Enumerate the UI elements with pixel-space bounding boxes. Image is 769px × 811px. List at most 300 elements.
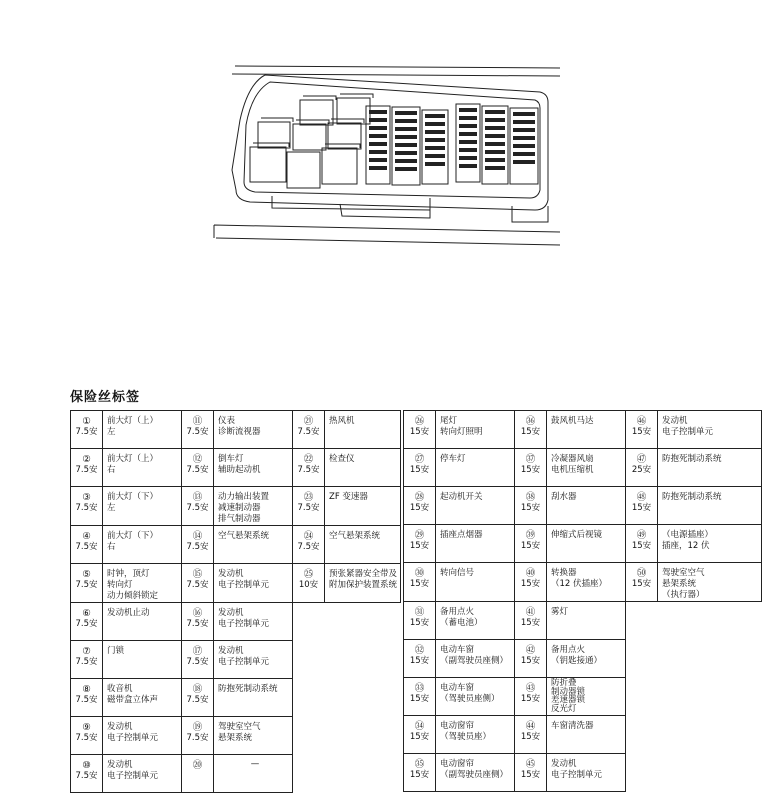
fuse-number-cell (515, 678, 547, 716)
fuse-number: ⑫ (192, 454, 203, 465)
fuse-description-line: 发动机 (218, 608, 244, 618)
fuse-number: ㊻ (636, 416, 647, 427)
fuse-amperage: 7.5安 (186, 580, 209, 590)
fuse-amperage: 7.5安 (186, 619, 209, 629)
fuse-description-cell (214, 717, 293, 755)
fuse-number: ⑭ (192, 531, 203, 542)
fuse-description-cell (325, 411, 401, 449)
fuse-number: ㉗ (414, 454, 425, 465)
fuse-description-line: 前大灯（上） (107, 454, 159, 464)
fuse-row (71, 717, 401, 755)
fuse-description-cell (547, 716, 626, 754)
empty-cell (293, 755, 325, 793)
fuse-description-cell (547, 640, 626, 678)
empty-cell (325, 679, 401, 717)
fuse-description-cell (436, 487, 515, 525)
fuse-number: ㉙ (414, 530, 425, 541)
fuse-row (404, 754, 762, 792)
fuse-description-cell (325, 564, 401, 603)
fuse-amperage: 7.5安 (75, 542, 98, 552)
fuse-description-line: （驾驶员座侧） (440, 694, 500, 704)
fuse-description-line: 附加保护装置系统 (329, 580, 398, 590)
fuse-number-cell (626, 449, 658, 487)
fuse-description-line: ZF 变速器 (329, 492, 368, 502)
fuse-number: ㊼ (636, 454, 647, 465)
empty-cell (626, 678, 658, 716)
fuse-description-line: （副驾驶员座侧） (440, 770, 509, 780)
fuse-description-line: 差速器锁 (551, 695, 586, 705)
fuse-description-line: 发动机 (662, 416, 688, 426)
fuse-description-line: 倒车灯 (218, 454, 244, 464)
fuse-description-line: 辅助起动机 (218, 465, 261, 475)
fuse-description-line: （蓄电池） (440, 618, 483, 628)
fuse-description-line: 转向灯 (107, 580, 133, 590)
fuse-number-cell (404, 640, 436, 678)
fuse-description-line: 电子控制单元 (662, 427, 714, 437)
fuse-number: ㊹ (525, 721, 536, 732)
fuse-description-line: 插座点烟器 (440, 530, 483, 540)
fuse-amperage: 15安 (520, 732, 541, 742)
fuse-description-line: 防抱死制动系统 (218, 684, 278, 694)
fuse-description-line: 发动机 (218, 569, 244, 579)
fuse-amperage: 7.5安 (75, 695, 98, 705)
fuse-amperage: 7.5安 (75, 580, 98, 590)
fuse-row (71, 755, 401, 793)
fuse-description-cell (547, 678, 626, 716)
fuse-amperage: 7.5安 (186, 465, 209, 475)
fuse-description-line: 左 (107, 503, 116, 513)
fuse-number-cell (182, 641, 214, 679)
fuse-number: ⑦ (82, 646, 91, 657)
fuse-number: ㊱ (525, 416, 536, 427)
fuse-amperage: 15安 (409, 694, 430, 704)
fuse-number-cell (626, 563, 658, 602)
fuse-description-line: 尾灯 (440, 416, 458, 426)
fuse-description-cell (103, 679, 182, 717)
fuse-description-line: 冷凝器风扇 (551, 454, 594, 464)
fuse-number-cell (182, 564, 214, 603)
fuse-row (404, 602, 762, 640)
empty-cell (325, 641, 401, 679)
fuse-number-cell (71, 717, 103, 755)
fuse-number: ㊲ (525, 454, 536, 465)
fuse-number: ⑥ (82, 608, 91, 619)
fuse-number-cell (404, 525, 436, 563)
fuse-description-line: 悬架系统 (218, 733, 253, 743)
fuse-amperage: 15安 (520, 427, 541, 437)
fuse-description-cell (547, 487, 626, 525)
fuse-description-cell (325, 526, 401, 564)
fuse-description-line: 诊断流视器 (218, 427, 261, 437)
fuse-number-cell (626, 525, 658, 563)
fuse-amperage: 7.5安 (186, 695, 209, 705)
empty-cell (293, 679, 325, 717)
fuse-number: ㊵ (525, 568, 536, 579)
fuse-description-cell (325, 449, 401, 487)
fuse-description-cell (214, 449, 293, 487)
fuse-number-cell (182, 487, 214, 526)
fuse-description-cell (547, 602, 626, 640)
fuse-description-line: 雾灯 (551, 607, 569, 617)
fuse-description-line: （12 伏插座） (551, 579, 608, 589)
fuse-description-line: 备用点火 (551, 645, 586, 655)
fuse-row (71, 603, 401, 641)
fuse-description-cell (436, 754, 515, 792)
fuse-description-cell (658, 525, 762, 563)
fuse-number: ㉘ (414, 492, 425, 503)
fuse-description-line: 鼓风机马达 (551, 416, 594, 426)
fuse-description-cell (436, 640, 515, 678)
fuse-amperage: 15安 (409, 579, 430, 589)
fuse-number: ⑤ (82, 569, 91, 580)
fuse-number: ⑩ (82, 760, 91, 771)
fuse-description-line: 伸缩式后视镜 (551, 530, 603, 540)
fuse-number-cell (71, 603, 103, 641)
fuse-description-cell (547, 449, 626, 487)
fuse-number-cell (515, 411, 547, 449)
fuse-row (71, 411, 401, 449)
fuse-description-line: 左 (107, 427, 116, 437)
fuse-number: ㊾ (636, 530, 647, 541)
fuse-description-cell (214, 526, 293, 564)
fuse-amperage: 7.5安 (297, 503, 320, 513)
fuse-amperage: 15安 (520, 579, 541, 589)
fuse-number: ㉔ (303, 531, 314, 542)
fuse-number-cell (515, 487, 547, 525)
fuse-amperage: 15安 (520, 503, 541, 513)
fuse-description-line: 转向灯照明 (440, 427, 483, 437)
fuse-description-line: 制动器锁 (551, 686, 586, 697)
fuse-number: ㊴ (525, 530, 536, 541)
fuse-number: ③ (82, 492, 91, 503)
fuse-number-cell (71, 526, 103, 564)
fuse-description-line: 转向信号 (440, 568, 475, 578)
fuse-number-cell (182, 411, 214, 449)
fuse-number-cell (293, 487, 325, 526)
fuse-box-illustration (0, 0, 769, 300)
fuse-description-line: 检查仪 (329, 454, 355, 464)
fuse-number-cell (404, 678, 436, 716)
fuse-description-cell (436, 449, 515, 487)
fuse-row (71, 487, 401, 526)
fuse-number-cell (71, 487, 103, 526)
fuse-amperage: 15安 (520, 465, 541, 475)
fuse-row (71, 641, 401, 679)
fuse-number-cell (404, 487, 436, 525)
fuse-description-line: 防折叠 (551, 678, 577, 688)
fuse-row (404, 487, 762, 525)
fuse-description-line: 预张紧器安全带及 (329, 569, 398, 579)
fuse-number-cell (71, 755, 103, 793)
fuse-amperage: 15安 (409, 732, 430, 742)
fuse-amperage: 15安 (409, 770, 430, 780)
empty-cell (626, 754, 658, 792)
fuse-description-line: 排气制动器 (218, 514, 261, 524)
fuse-description-line: （副驾驶员座侧） (440, 656, 509, 666)
fuse-description-cell (214, 641, 293, 679)
fuse-description-line: 发动机 (218, 646, 244, 656)
fuse-description-cell (436, 411, 515, 449)
fuse-description-line: 前大灯（下） (107, 531, 159, 541)
fuse-number: ㉕ (303, 569, 314, 580)
fuse-description-cell (436, 678, 515, 716)
fuse-amperage: 7.5安 (186, 733, 209, 743)
fuse-description-cell (103, 487, 182, 526)
fuse-description-line: 门锁 (107, 646, 125, 656)
fuse-description-line: 防抱死制动系统 (662, 454, 722, 464)
fuse-description-line: 热风机 (329, 416, 355, 426)
fuse-description-cell (658, 411, 762, 449)
fuse-number: ① (82, 416, 91, 427)
fuse-number-cell (293, 564, 325, 603)
fuse-amperage: 15安 (520, 618, 541, 628)
fuse-number-cell (182, 679, 214, 717)
fuse-number-cell (293, 411, 325, 449)
fuse-description-cell (547, 411, 626, 449)
fuse-description-line: 发动机 (107, 722, 133, 732)
empty-cell (626, 602, 658, 640)
fuse-number-cell (404, 563, 436, 602)
fuse-description-line: 电动窗帘 (440, 721, 475, 731)
fuse-amperage: 15安 (631, 541, 652, 551)
fuse-description-cell (325, 487, 401, 526)
fuse-number: ㉑ (303, 416, 314, 427)
empty-cell (325, 755, 401, 793)
fuse-description-cell (658, 487, 762, 525)
fuse-amperage: 7.5安 (297, 465, 320, 475)
fuse-description-cell (436, 602, 515, 640)
fuse-description-line: 磁带盒立体声 (107, 695, 159, 705)
fuse-number-cell (515, 525, 547, 563)
fuse-number-cell (404, 754, 436, 792)
fuse-number: ② (82, 454, 91, 465)
fuse-description-line: 电机压缩机 (551, 465, 594, 475)
fuse-row (404, 716, 762, 754)
fuse-number: ㉝ (414, 683, 425, 694)
fuse-number-cell (182, 526, 214, 564)
empty-cell (658, 716, 762, 754)
fuse-amperage: 15安 (409, 541, 430, 551)
fuse-number: ⑨ (82, 722, 91, 733)
fuse-amperage: 15安 (520, 656, 541, 666)
fuse-description-line: （驾驶员座） (440, 732, 492, 742)
fuse-description-line: 动力倾斜锁定 (107, 591, 159, 601)
fuse-description-cell (103, 564, 182, 603)
fuse-description-line: 发动机止动 (107, 608, 150, 618)
fuse-number: ㉜ (414, 645, 425, 656)
fuse-description-line: 电子控制单元 (107, 733, 159, 743)
fuse-number: ⑯ (192, 608, 203, 619)
fuse-number: ⑳ (192, 760, 203, 771)
fuse-amperage: 7.5安 (186, 427, 209, 437)
fuse-amperage: 15安 (631, 503, 652, 513)
fuse-number: ㊸ (525, 683, 536, 694)
fuse-number: ㉚ (414, 568, 425, 579)
fuse-amperage: 15安 (409, 618, 430, 628)
fuse-number-cell (515, 449, 547, 487)
fuse-number-cell (182, 717, 214, 755)
fuse-description-cell (214, 755, 293, 793)
fuse-number: ㉒ (303, 454, 314, 465)
fuse-row (71, 679, 401, 717)
fuse-description-cell (658, 563, 762, 602)
fuse-number-cell (293, 526, 325, 564)
fuse-amperage: 15安 (520, 770, 541, 780)
fuse-description-line: 起动机开关 (440, 492, 483, 502)
fuse-row (404, 411, 762, 449)
fuse-description-cell (103, 449, 182, 487)
fuse-description-cell (436, 716, 515, 754)
fuse-number-cell (626, 411, 658, 449)
fuse-amperage: 25安 (631, 465, 652, 475)
fuse-row (404, 678, 762, 716)
fuse-description-cell (547, 563, 626, 602)
fuse-description-cell (214, 679, 293, 717)
fuse-amperage: 7.5安 (186, 542, 209, 552)
fuse-number: ㉛ (414, 607, 425, 618)
empty-cell (626, 716, 658, 754)
fuse-description-cell (214, 603, 293, 641)
fuse-description-line: （执行器） (662, 590, 705, 600)
fuse-description-cell (658, 449, 762, 487)
empty-cell (293, 717, 325, 755)
fuse-number-cell (404, 716, 436, 754)
fuse-number: ⑲ (192, 722, 203, 733)
fuse-number-cell (71, 679, 103, 717)
fuse-number: ㉖ (414, 416, 425, 427)
fuse-amperage: 15安 (409, 656, 430, 666)
fuse-description-line: 电子控制单元 (218, 657, 270, 667)
fuse-number: ㊷ (525, 645, 536, 656)
fuse-description-line: 发动机 (551, 759, 577, 769)
fuse-amperage: 7.5安 (75, 619, 98, 629)
fuse-amperage: 10安 (298, 580, 319, 590)
fuse-description-line: 右 (107, 542, 116, 552)
fuse-description-line: 空气悬架系统 (329, 531, 381, 541)
fuse-description-line: 前大灯（上） (107, 416, 159, 426)
fuse-description-line: 电动车窗 (440, 645, 475, 655)
fuse-description-cell (436, 563, 515, 602)
fuse-number: ④ (82, 531, 91, 542)
fuse-description-line: 插座，12 伏 (662, 541, 710, 551)
fuse-amperage: 15安 (409, 427, 430, 437)
fuse-number-cell (404, 602, 436, 640)
fuse-description-line: 电动窗帘 (440, 759, 475, 769)
empty-cell (658, 602, 762, 640)
fuse-description-line: 发动机 (107, 760, 133, 770)
fuse-description-cell (214, 564, 293, 603)
fuse-description-cell (214, 487, 293, 526)
fuse-amperage: 7.5安 (75, 465, 98, 475)
empty-cell (293, 641, 325, 679)
fuse-description-line: 减速制动器 (218, 503, 261, 513)
fuse-description-cell (103, 526, 182, 564)
empty-cell (325, 603, 401, 641)
fuse-number-cell (71, 449, 103, 487)
fuse-number-cell (71, 564, 103, 603)
fuse-description-line: 刮水器 (551, 492, 577, 502)
fuse-description-cell (103, 411, 182, 449)
fuse-amperage: 7.5安 (75, 503, 98, 513)
fuse-description-line: 反光灯 (551, 703, 577, 714)
fuse-number: ㊳ (525, 492, 536, 503)
fuse-amperage: 15安 (409, 503, 430, 513)
fuse-number-cell (515, 754, 547, 792)
fuse-number-cell (515, 602, 547, 640)
fuse-table-right (403, 410, 762, 792)
fuse-amperage: 15安 (409, 465, 430, 475)
fuse-row (71, 564, 401, 603)
fuse-number: ⑱ (192, 684, 203, 695)
fuse-description-cell (103, 603, 182, 641)
page-title: 保险丝标签 (70, 390, 141, 405)
empty-cell (293, 603, 325, 641)
fuse-amperage: 15安 (520, 541, 541, 551)
fuse-description-line: 电子控制单元 (551, 770, 603, 780)
fuse-number: ㊿ (636, 568, 647, 579)
fuse-description-line: 右 (107, 465, 116, 475)
fuse-description-line: 备用点火 (440, 607, 475, 617)
fuse-description-line: 仪表 (218, 416, 236, 426)
fuse-number-cell (71, 641, 103, 679)
fuse-amperage: 7.5安 (186, 503, 209, 513)
fuse-number: ㉓ (303, 492, 314, 503)
empty-cell (658, 754, 762, 792)
fuse-description-line: 驾驶室空气 (662, 568, 705, 578)
fuse-number-cell (182, 603, 214, 641)
fuse-description-line: 驾驶室空气 (218, 722, 261, 732)
fuse-number-cell (182, 449, 214, 487)
fuse-description-cell (103, 641, 182, 679)
fuse-number: ⑰ (192, 646, 203, 657)
fuse-description-line: 时钟，顶灯 (107, 569, 150, 579)
fuse-number: ㊽ (636, 492, 647, 503)
fuse-number-cell (182, 755, 214, 793)
fuse-row (71, 526, 401, 564)
fuse-amperage: 7.5安 (186, 657, 209, 667)
fuse-description-line: 车窗清洗器 (551, 721, 594, 731)
fuse-amperage: 7.5安 (75, 771, 98, 781)
fuse-description-cell (436, 525, 515, 563)
fuse-description-cell (547, 754, 626, 792)
fuse-number-cell (515, 563, 547, 602)
fuse-table-left (70, 410, 401, 793)
fuse-number-cell (515, 716, 547, 754)
fuse-number: ㊶ (525, 607, 536, 618)
fuse-amperage: 15安 (631, 427, 652, 437)
fuse-amperage: 15安 (631, 579, 652, 589)
fuse-description-line: 电子控制单元 (218, 619, 270, 629)
fuse-description-line: 前大灯（下） (107, 492, 159, 502)
fuse-description-line: 转换器 (551, 568, 577, 578)
fuse-description-line: 收音机 (107, 684, 133, 694)
fuse-number: ⑬ (192, 492, 203, 503)
fuse-description-line: 空气悬架系统 (218, 531, 270, 541)
fuse-number-cell (515, 640, 547, 678)
fuse-number: ⑧ (82, 684, 91, 695)
fuse-row (404, 640, 762, 678)
fuse-description-line: （钥匙接通） (551, 656, 603, 666)
fuse-amperage: 7.5安 (75, 657, 98, 667)
fuse-amperage: 7.5安 (297, 427, 320, 437)
fuse-description-line: 悬架系统 (662, 579, 697, 589)
fuse-number-cell (404, 411, 436, 449)
fuse-description-cell (103, 755, 182, 793)
empty-cell (658, 640, 762, 678)
fuse-description-line: 防抱死制动系统 (662, 492, 722, 502)
fuse-number-cell (404, 449, 436, 487)
empty-cell (325, 717, 401, 755)
